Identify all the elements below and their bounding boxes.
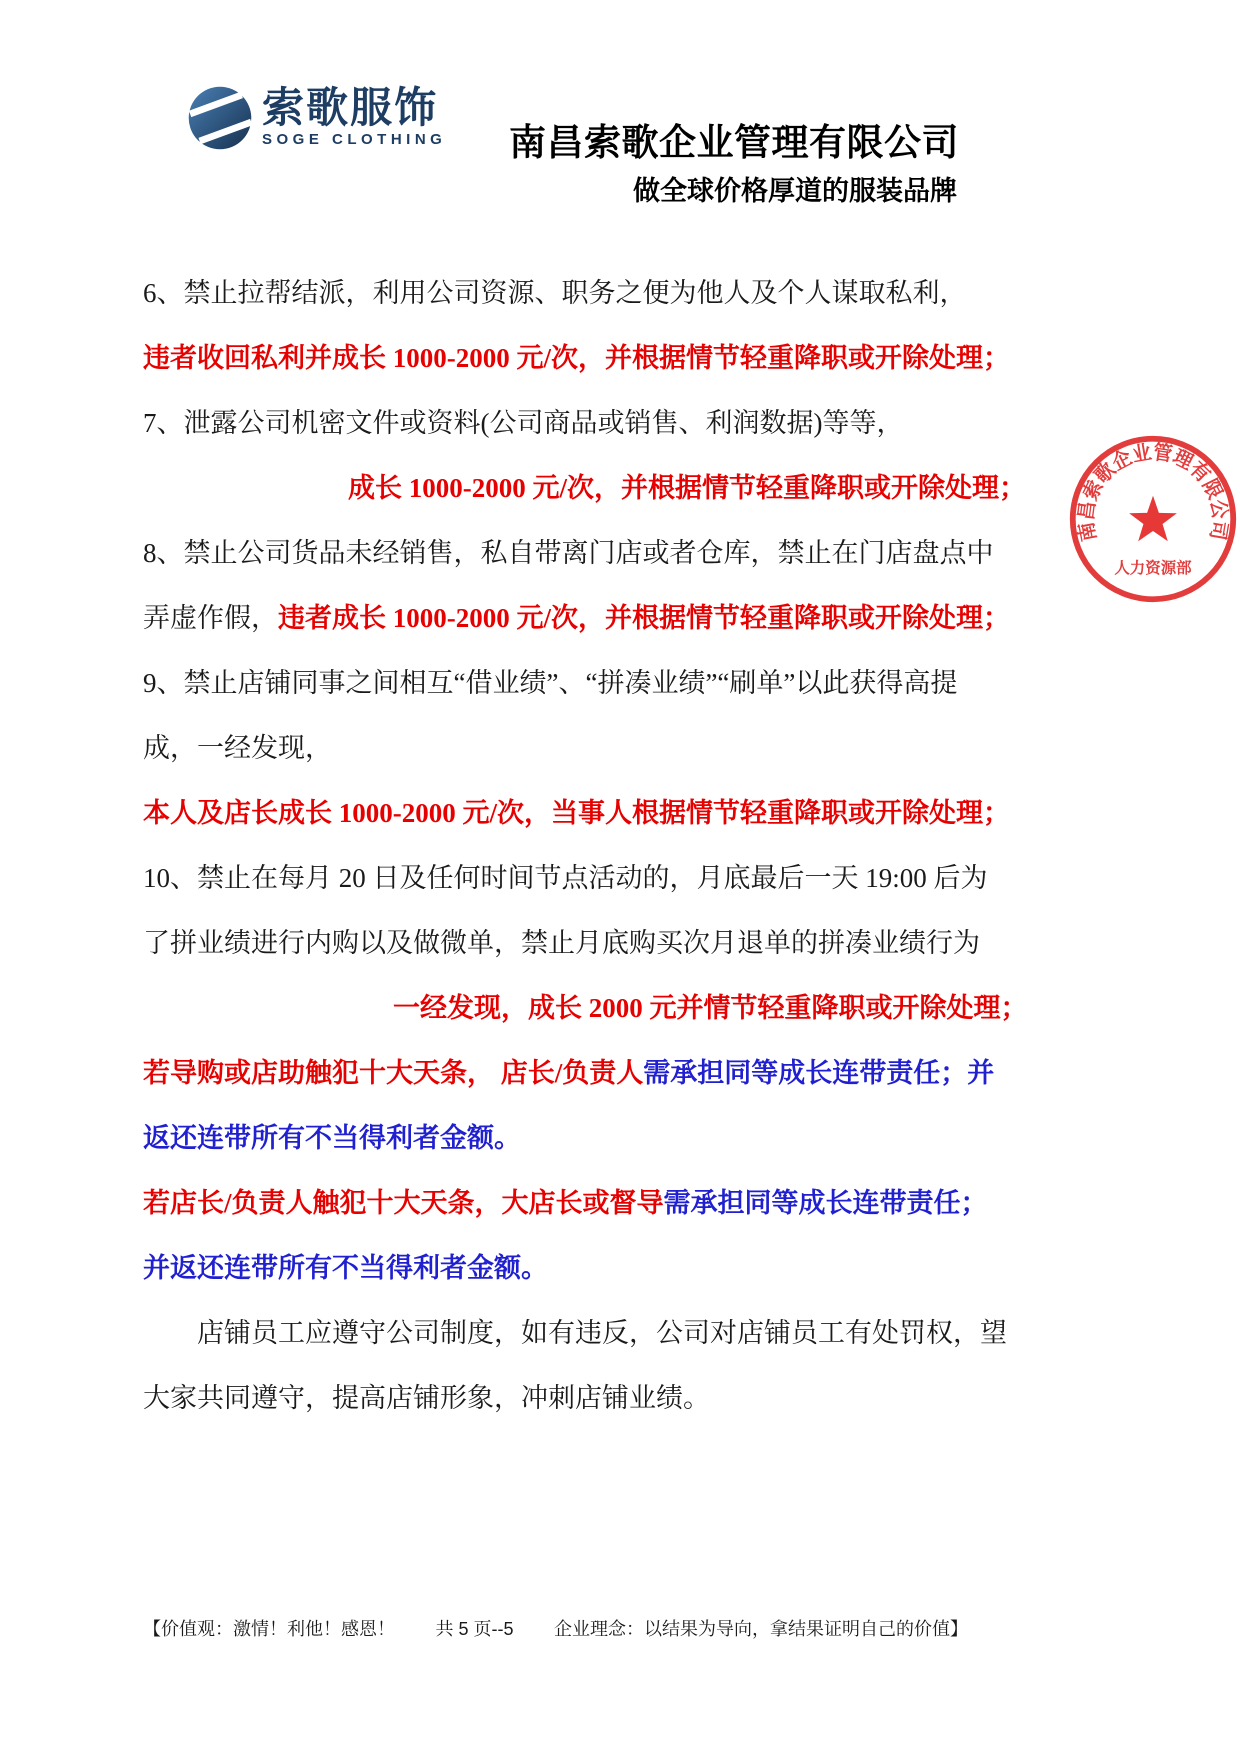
- text-segment: 9、禁止店铺同事之间相互“借业绩”、“拼凑业绩”“刷单”以此获得高提: [143, 668, 958, 698]
- body-line: [143, 453, 1026, 518]
- document-body: [143, 258, 1028, 1428]
- body-line: [143, 583, 1010, 648]
- text-segment: 弄虚作假，: [143, 603, 278, 633]
- body-line: [143, 778, 1010, 843]
- text-segment: 6、禁止拉帮结派，利用公司资源、职务之便为他人及个人谋取私利，: [143, 278, 967, 308]
- page-footer: [143, 1615, 968, 1641]
- body-line: [143, 258, 973, 323]
- text-segment: 大家共同遵守，提高店铺形象，冲刺店铺业绩。: [143, 1383, 710, 1413]
- company-logo: [186, 84, 446, 152]
- body-line: [143, 1363, 973, 1428]
- text-segment: 一经发现，成长 2000 元并情节轻重降职或开除处理；: [393, 993, 1028, 1023]
- body-line: [143, 1038, 995, 1103]
- company-title: 南昌索歌企业管理有限公司: [509, 122, 959, 163]
- text-segment: 若导购或店助触犯十大天条， 店长/负责人: [143, 1058, 644, 1088]
- logo-chinese-name: 索歌服饰: [262, 84, 439, 131]
- red-star-icon: [1129, 496, 1177, 541]
- footer-philosophy: 企业理念：以结果为导向，拿结果证明自己的价值】: [553, 1619, 968, 1639]
- text-segment: 本人及店长成长 1000-2000 元/次，当事人根据情节轻重降职或开除处理；: [143, 798, 1010, 828]
- body-line: [143, 1168, 988, 1233]
- text-segment: 成长 1000-2000 元/次，并根据情节轻重降职或开除处理；: [348, 473, 1026, 503]
- soge-s-circle-icon: [186, 84, 254, 152]
- body-line: [143, 843, 988, 908]
- text-segment: 违者收回私利并成长 1000-2000 元/次，并根据情节轻重降职或开除处理；: [143, 343, 1010, 373]
- text-segment: 返还连带所有不当得利者金额。: [143, 1123, 521, 1153]
- body-line: [143, 973, 1028, 1038]
- company-seal: [1066, 432, 1240, 611]
- body-line: [143, 713, 973, 778]
- body-line: [143, 388, 973, 453]
- text-segment: 若店长/负责人触犯十大天条，大店长或督导: [143, 1188, 664, 1218]
- text-segment: 了拼业绩进行内购以及做微单，禁止月底购买次月退单的拼凑业绩行为: [143, 928, 980, 958]
- text-segment: 违者成长 1000-2000 元/次，并根据情节轻重降职或开除处理；: [278, 603, 1010, 633]
- seal-arc-text: 南昌索歌企业管理有限公司: [1075, 441, 1231, 543]
- footer-values: 【价值观：激情！利他！感恩！: [143, 1619, 395, 1639]
- seal-dept-text: 人力资源部: [1114, 560, 1192, 578]
- body-line: [143, 908, 980, 973]
- text-segment: 成，一经发现，: [143, 733, 332, 763]
- body-line: [143, 323, 1010, 388]
- text-segment: 需承担同等成长连带责任；并: [643, 1058, 995, 1088]
- body-line: [143, 1298, 1007, 1363]
- text-segment: 需承担同等成长连带责任；: [663, 1188, 988, 1218]
- text-segment: 10、禁止在每月 20 日及任何时间节点活动的，月底最后一天 19:00 后为: [143, 863, 988, 893]
- footer-page-number: 共 5 页--5: [435, 1619, 514, 1639]
- text-segment: 7、泄露公司机密文件或资料(公司商品或销售、利润数据)等等，: [143, 408, 904, 438]
- text-segment: 并返还连带所有不当得利者金额。: [143, 1253, 548, 1283]
- body-line: [143, 1233, 973, 1298]
- body-line: [143, 648, 973, 713]
- body-line: [143, 518, 994, 583]
- text-segment: 店铺员工应遵守公司制度，如有违反，公司对店铺员工有处罚权，望: [197, 1318, 1007, 1348]
- logo-text: [262, 86, 446, 148]
- body-line: [143, 1103, 973, 1168]
- logo-english-name: SOGE CLOTHING: [262, 131, 447, 148]
- company-slogan: 做全球价格厚道的服装品牌: [633, 176, 957, 206]
- text-segment: 8、禁止公司货品未经销售，私自带离门店或者仓库，禁止在门店盘点中: [143, 538, 994, 568]
